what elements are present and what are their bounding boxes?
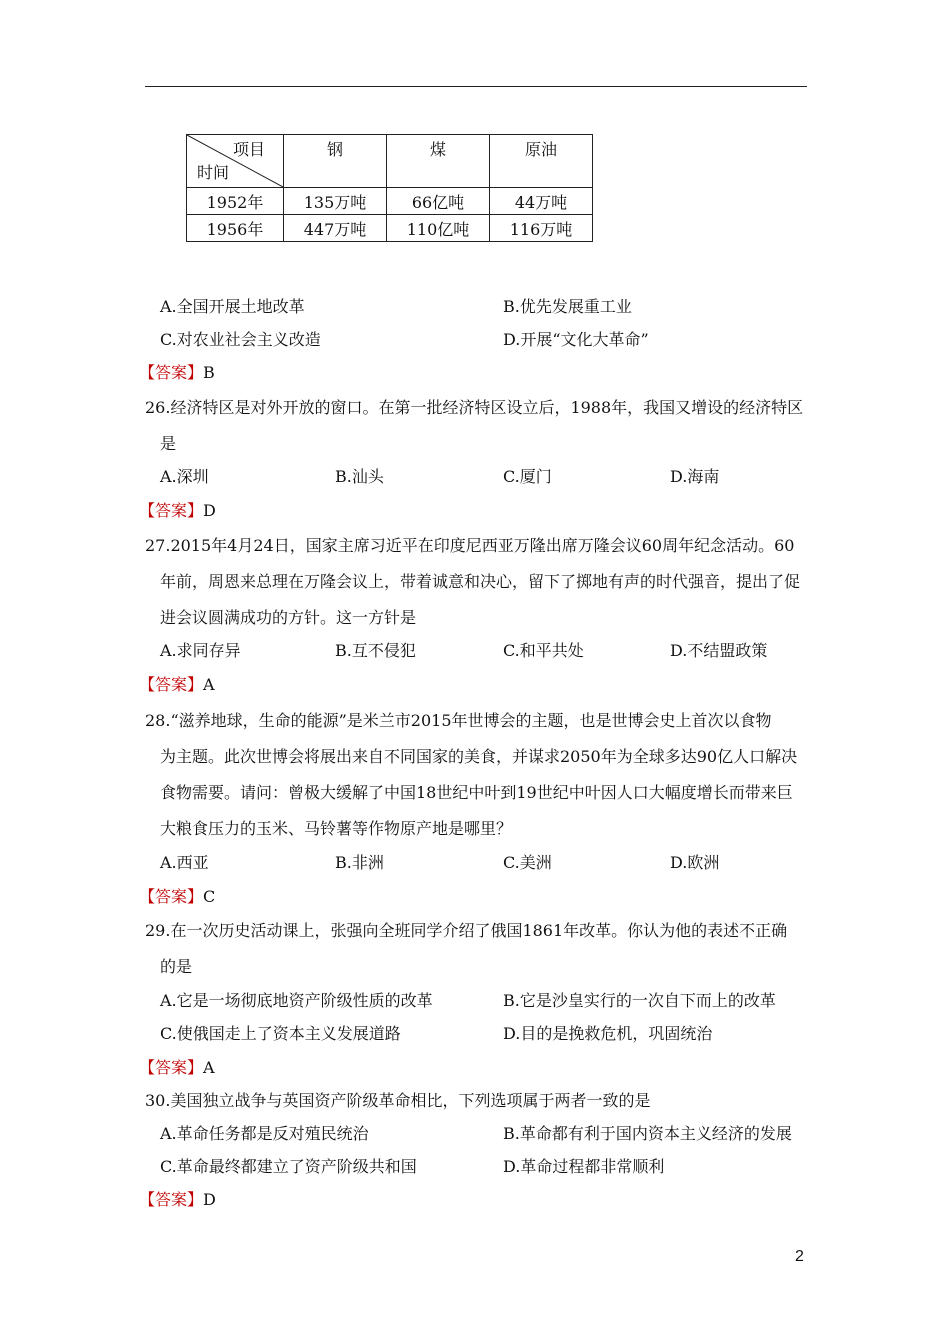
answer-value: D — [203, 1190, 216, 1209]
answer-label: 【答案】 — [139, 363, 204, 382]
production-table — [186, 134, 593, 242]
q28-answer — [139, 884, 215, 907]
answer-label: 【答案】 — [139, 1058, 204, 1077]
q26-answer — [139, 498, 216, 521]
column-header: 煤 — [387, 135, 490, 188]
q28-line-2: 为主题。此次世博会将展出来自不同国家的美食，并谋求2050年为全球多达90亿人口解决 — [160, 747, 798, 766]
table-cell: 447万吨 — [284, 215, 387, 242]
q29-line-2: 的是 — [160, 957, 193, 976]
column-header: 钢 — [284, 135, 387, 188]
q27-line-3: 进会议圆满成功的方针。这一方针是 — [160, 608, 417, 627]
table-cell-year: 1956年 — [187, 215, 284, 242]
table-cell-year: 1952年 — [187, 188, 284, 215]
q27-answer — [139, 672, 215, 695]
q25-option-d: D.开展“文化大革命” — [503, 330, 649, 349]
q25-answer — [139, 360, 215, 383]
corner-bottom-label: 时间 — [197, 163, 230, 182]
q30-line-1: 30.美国独立战争与英国资产阶级革命相比，下列选项属于两者一致的是 — [145, 1091, 651, 1110]
q25-option-b: B.优先发展重工业 — [503, 297, 632, 316]
table-row — [187, 215, 593, 242]
table-cell: 135万吨 — [284, 188, 387, 215]
q27-line-1: 27.2015年4月24日，国家主席习近平在印度尼西亚万隆出席万隆会议60周年纪念活动。60 — [145, 536, 795, 555]
answer-label: 【答案】 — [139, 501, 204, 520]
q28-option-d: D.欧洲 — [670, 853, 720, 872]
q30-answer — [139, 1187, 216, 1210]
table-cell: 110亿吨 — [387, 215, 490, 242]
q28-line-4: 大粮食压力的玉米、马铃薯等作物原产地是哪里？ — [160, 819, 513, 838]
answer-value: C — [203, 887, 216, 906]
q25-option-a: A.全国开展土地改革 — [160, 297, 305, 316]
answer-value: D — [203, 501, 216, 520]
q30-option-c: C.革命最终都建立了资产阶级共和国 — [160, 1157, 417, 1176]
q26-line-1: 26.经济特区是对外开放的窗口。在第一批经济特区设立后，1988年，我国又增设的经济特区 — [145, 398, 804, 417]
diagonal-header-cell — [187, 135, 284, 188]
q29-option-a: A.它是一场彻底地资产阶级性质的改革 — [160, 991, 433, 1010]
answer-value: B — [203, 363, 215, 382]
q29-option-b: B.它是沙皇实行的一次自下而上的改革 — [503, 991, 776, 1010]
q27-option-c: C.和平共处 — [503, 641, 584, 660]
q27-option-d: D.不结盟政策 — [670, 641, 768, 660]
q28-option-a: A.西亚 — [160, 853, 209, 872]
q29-option-d: D.目的是挽救危机，巩固统治 — [503, 1024, 713, 1043]
answer-value: A — [203, 675, 215, 694]
q29-answer — [139, 1055, 215, 1078]
table-cell: 66亿吨 — [387, 188, 490, 215]
answer-label: 【答案】 — [139, 1190, 204, 1209]
column-header: 原油 — [490, 135, 593, 188]
header-rule — [145, 86, 807, 87]
q29-line-1: 29.在一次历史活动课上，张强向全班同学介绍了俄国1861年改革。你认为他的表述不正确 — [145, 921, 788, 940]
q26-option-b: B.汕头 — [335, 467, 384, 486]
q30-option-d: D.革命过程都非常顺利 — [503, 1157, 665, 1176]
q28-option-c: C.美洲 — [503, 853, 552, 872]
q25-option-c: C.对农业社会主义改造 — [160, 330, 321, 349]
table-row — [187, 188, 593, 215]
table-header-row — [187, 135, 593, 188]
q28-line-3: 食物需要。请问：曾极大缓解了中国18世纪中叶到19世纪中叶因人口大幅度增长而带来巨 — [160, 783, 793, 802]
q30-option-b: B.革命都有利于国内资本主义经济的发展 — [503, 1124, 792, 1143]
q26-option-a: A.深圳 — [160, 467, 209, 486]
q26-option-c: C.厦门 — [503, 467, 552, 486]
answer-label: 【答案】 — [139, 887, 204, 906]
q27-option-a: A.求同存异 — [160, 641, 241, 660]
answer-value: A — [203, 1058, 215, 1077]
table-cell: 44万吨 — [490, 188, 593, 215]
q30-option-a: A.革命任务都是反对殖民统治 — [160, 1124, 369, 1143]
answer-label: 【答案】 — [139, 675, 204, 694]
page-number: 2 — [795, 1248, 804, 1265]
q28-line-1: 28.“滋养地球，生命的能源”是米兰市2015年世博会的主题，也是世博会史上首次以食物 — [145, 711, 772, 730]
q26-line-2: 是 — [160, 434, 177, 453]
q28-option-b: B.非洲 — [335, 853, 384, 872]
q27-option-b: B.互不侵犯 — [335, 641, 416, 660]
q27-line-2: 年前，周恩来总理在万隆会议上，带着诚意和决心，留下了掷地有声的时代强音，提出了促 — [160, 572, 801, 591]
table-cell: 116万吨 — [490, 215, 593, 242]
q26-option-d: D.海南 — [670, 467, 720, 486]
corner-top-label: 项目 — [232, 140, 265, 159]
q29-option-c: C.使俄国走上了资本主义发展道路 — [160, 1024, 401, 1043]
